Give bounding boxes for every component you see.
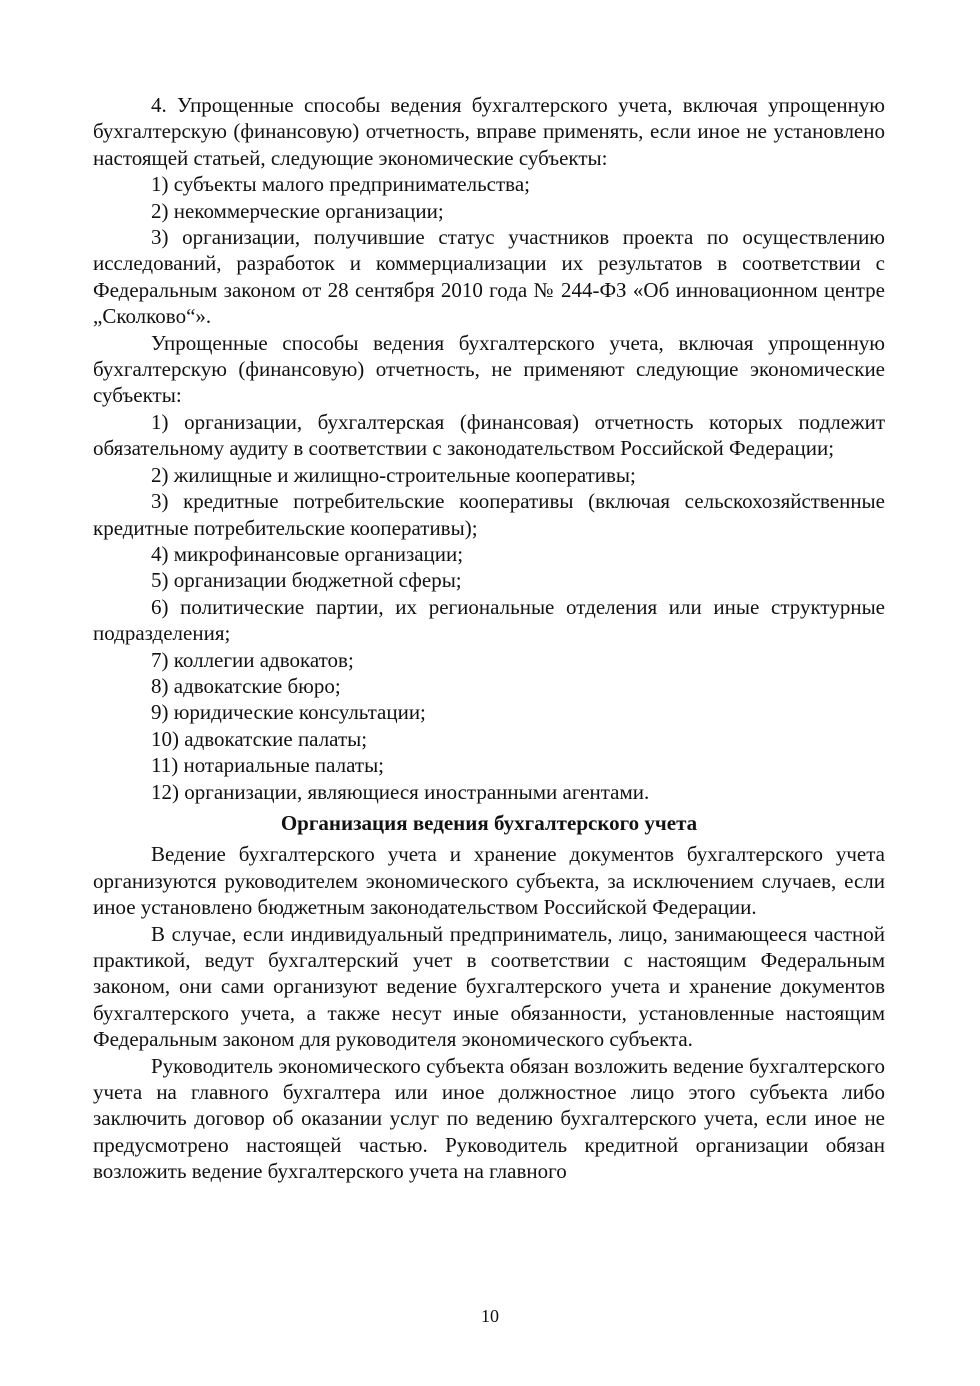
- paragraph-organization-of-accounting: Ведение бухгалтерского учета и хранение документов бухгалтерского учета организуются руководителем экономического субъекта, за исключением случаев, если иное установлено бюджетным законодательством Российской Федерации.: [93, 842, 885, 920]
- list-item-housing-coops: 2) жилищные и жилищно-строительные кооперативы;: [151, 462, 636, 487]
- section-heading: Организация ведения бухгалтерского учета: [280, 810, 698, 835]
- paragraph-head-obligations: Руководитель экономического субъекта обязан возложить ведение бухгалтерского учета на главного бухгалтера или иное должностное лицо этого субъекта либо заключить договор об оказании услуг по ведению бухгалтерского учета, если иное не предусмотрено настоящей частью. Руководитель кредитной организации обязан возложить ведение бухгалтерского учета на главного: [93, 1053, 885, 1184]
- list-item-skolkovo: 3) организации, получившие статус участников проекта по осуществлению исследований, разработок и коммерциализации их результатов в соответствии с Федеральным законом от 28 сентября 2010 года № 244-ФЗ «Об инновационном центре „Сколково“».: [93, 225, 885, 329]
- list-item-microfinance: 4) микрофинансовые организации;: [151, 541, 464, 566]
- list-item-law-bureaus: 8) адвокатские бюро;: [151, 673, 341, 698]
- list-item-audit: 1) организации, бухгалтерская (финансовая) отчетность которых подлежит обязательному аудиту в соответствии с законодательством Российской Федерации;: [93, 409, 885, 461]
- list-item-bar-chambers: 10) адвокатские палаты;: [151, 726, 368, 751]
- paragraph-individual-entrepreneur: В случае, если индивидуальный предприниматель, лицо, занимающееся частной практикой, ведут бухгалтерский учет в соответствии с настоящим Федеральным законом, они сами организуют ведение бухгалтерского учета и хранение документов бухгалтерского учета, а также несут иные обязанности, установленные настоящим Федеральным законом для руководителя экономического субъекта.: [93, 921, 885, 1052]
- page-number: 10: [481, 1306, 499, 1326]
- list-item-credit-coops: 3) кредитные потребительские кооперативы (включая сельскохозяйственные кредитные потребительские кооперативы);: [93, 489, 885, 540]
- list-item-legal-consultations: 9) юридические консультации;: [151, 700, 426, 725]
- list-item-political-parties: 6) политические партии, их региональные отделения или иные структурные подразделения;: [93, 594, 885, 646]
- list-item-nonprofit: 2) некоммерческие организации;: [151, 198, 444, 223]
- document-page: [93, 92, 885, 1185]
- list-item-notary-chambers: 11) нотариальные палаты;: [151, 753, 385, 778]
- list-item-foreign-agents: 12) организации, являющиеся иностранными агентами.: [151, 779, 650, 804]
- list-item-bar-associations: 7) коллегии адвокатов;: [151, 647, 354, 672]
- list-item-budget-sphere: 5) организации бюджетной сферы;: [151, 568, 462, 593]
- list-item-small-business: 1) субъекты малого предпринимательства;: [151, 172, 530, 197]
- paragraph-not-applicable: Упрощенные способы ведения бухгалтерского учета, включая упрощенную бухгалтерскую (финансовую) отчетность, не применяют следующие экономические субъекты:: [93, 330, 885, 408]
- paragraph-simplified-methods: 4. Упрощенные способы ведения бухгалтерского учета, включая упрощенную бухгалтерскую (финансовую) отчетность, вправе применять, если иное не установлено настоящей статьей, следующие экономические субъекты:: [93, 93, 885, 170]
